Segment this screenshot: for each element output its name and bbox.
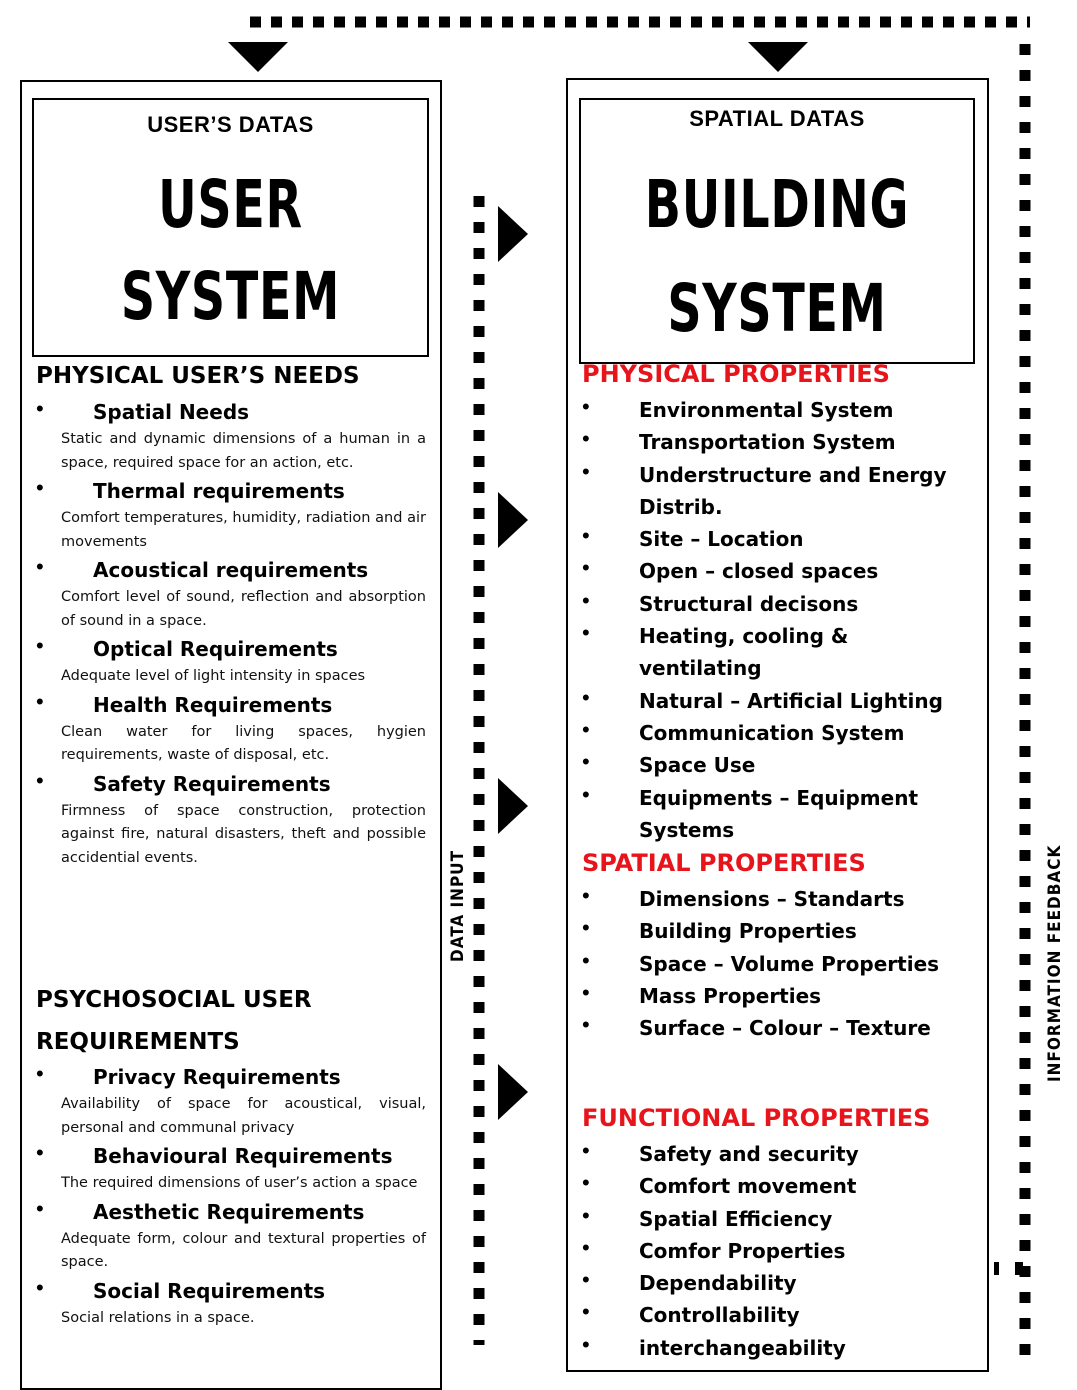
item-label: Building Properties — [639, 919, 857, 944]
item-label: Dependability — [639, 1271, 797, 1296]
bullet: • — [36, 475, 44, 500]
functional-properties-list — [582, 1138, 982, 1364]
bullet: • — [582, 1331, 590, 1357]
psychosocial-heading-line1: PSYCHOSOCIAL USER — [36, 987, 312, 1013]
arrow-right-4 — [498, 1064, 528, 1120]
bullet: • — [582, 915, 590, 941]
bullet: • — [582, 1299, 590, 1325]
item-title: Aesthetic Requirements — [93, 1199, 365, 1224]
list-item — [36, 1061, 428, 1140]
item-label: Space Use — [639, 753, 756, 778]
item-description: Availability of space for acoustical, visual, personal and communal privacy — [61, 1096, 426, 1136]
physical-user-needs-list — [36, 396, 428, 870]
item-description: Firmness of space construction, protection against fire, natural disasters, theft and possible accidential events. — [61, 802, 426, 866]
list-item — [582, 980, 982, 1012]
item-label: Comfort movement — [639, 1174, 857, 1199]
list-item — [582, 523, 982, 555]
bullet: • — [582, 555, 590, 581]
item-title: Thermal requirements — [93, 479, 345, 503]
bullet: • — [582, 426, 590, 452]
arrow-right-2 — [498, 492, 528, 548]
bullet: • — [582, 1012, 590, 1038]
item-label: Mass Properties — [639, 983, 822, 1008]
item-label: Site – Location — [639, 527, 804, 552]
item-title: Privacy Requirements — [93, 1065, 341, 1089]
bullet: • — [582, 1138, 590, 1163]
bullet: • — [36, 1061, 44, 1086]
bullet: • — [582, 716, 590, 742]
list-item — [582, 555, 982, 587]
bullet: • — [582, 979, 590, 1005]
list-item — [36, 396, 428, 475]
list-item — [36, 1196, 428, 1275]
building-system-title-line2: SYSTEM — [667, 270, 887, 347]
item-label: Understructure and Energy Distrib. — [639, 462, 947, 519]
bullet: • — [36, 1195, 44, 1221]
item-label: Equipments – Equipment Systems — [639, 785, 919, 842]
item-title: Behavioural Requirements — [93, 1144, 393, 1168]
item-label: Space – Volume Properties — [639, 951, 940, 976]
list-item — [582, 394, 982, 426]
list-item — [582, 1267, 982, 1299]
list-item — [582, 749, 982, 781]
item-label: Dimensions – Standarts — [639, 887, 905, 911]
psychosocial-list — [36, 1061, 428, 1330]
bullet: • — [582, 620, 590, 646]
feedback-marker — [1015, 1262, 1023, 1275]
list-item — [582, 459, 982, 524]
list-item — [582, 620, 982, 685]
item-label: Communication System — [639, 720, 905, 745]
list-item — [582, 1235, 982, 1267]
bullet: • — [582, 587, 590, 613]
bullet: • — [36, 396, 44, 421]
item-description: Clean water for living spaces, hygien requirements, waste of disposal, etc. — [61, 723, 426, 763]
information-feedback-label: INFORMATION FEEDBACK — [1045, 844, 1065, 1082]
item-label: Safety and security — [639, 1142, 859, 1166]
bullet: • — [582, 947, 590, 973]
list-item — [582, 1203, 982, 1235]
item-title: Health Requirements — [93, 692, 333, 717]
bullet: • — [36, 633, 44, 658]
physical-properties-heading: PHYSICAL PROPERTIES — [582, 360, 890, 388]
list-item — [36, 768, 428, 871]
list-item — [36, 475, 428, 554]
bullet: • — [582, 1170, 590, 1196]
user-system-title-box — [32, 98, 429, 357]
bullet: • — [582, 781, 590, 807]
bullet: • — [582, 1234, 590, 1260]
item-description: Adequate level of light intensity in spaces — [61, 668, 366, 684]
list-item — [582, 685, 982, 717]
user-datas-label: USER’S DATAS — [147, 112, 314, 137]
spatial-datas-label: SPATIAL DATAS — [689, 106, 865, 131]
bullet: • — [582, 883, 590, 908]
bullet: • — [36, 1274, 44, 1300]
arrow-right-1 — [498, 206, 528, 262]
list-item — [582, 1170, 982, 1202]
physical-user-needs-heading: PHYSICAL USER’S NEEDS — [36, 363, 360, 389]
item-label: Open – closed spaces — [639, 559, 879, 584]
spatial-properties-list — [582, 883, 982, 1044]
bullet: • — [582, 749, 590, 775]
bullet: • — [582, 523, 590, 549]
list-item — [582, 1332, 982, 1364]
item-label: interchangeability — [639, 1335, 846, 1360]
functional-properties-heading: FUNCTIONAL PROPERTIES — [582, 1104, 931, 1132]
list-item — [582, 717, 982, 749]
list-item — [582, 782, 982, 847]
list-item — [582, 426, 982, 458]
arrow-down-user — [228, 42, 288, 72]
list-item — [582, 1012, 982, 1044]
arrow-right-3 — [498, 778, 528, 834]
building-system-title-line1: BUILDING — [644, 166, 910, 243]
item-label: Spatial Efficiency — [639, 1206, 833, 1231]
item-title: Acoustical requirements — [93, 558, 369, 582]
bullet: • — [582, 458, 590, 484]
list-item — [582, 1299, 982, 1331]
bullet: • — [582, 684, 590, 710]
bullet: • — [36, 688, 44, 714]
bullet: • — [36, 1140, 44, 1165]
item-label: Surface – Colour – Texture — [639, 1016, 931, 1041]
arrow-down-building — [748, 42, 808, 72]
item-label: Comfor Properties — [639, 1238, 846, 1263]
item-title: Spatial Needs — [93, 400, 250, 424]
item-label: Structural decisons — [639, 591, 859, 616]
item-title: Safety Requirements — [93, 771, 331, 796]
building-system-title-box — [579, 98, 975, 364]
psychosocial-heading-line2: REQUIREMENTS — [36, 1029, 240, 1055]
list-item — [582, 588, 982, 620]
spatial-properties-heading: SPATIAL PROPERTIES — [582, 849, 866, 877]
list-item — [582, 883, 982, 915]
list-item — [582, 915, 982, 947]
data-input-label: DATA INPUT — [448, 849, 468, 962]
item-description: Social relations in a space. — [61, 1309, 255, 1326]
item-title: Social Requirements — [93, 1278, 326, 1303]
item-description: The required dimensions of user’s action a space — [61, 1175, 418, 1191]
item-description: Comfort temperatures, humidity, radiation and air movements — [61, 510, 426, 550]
user-system-title-line1: USER — [158, 166, 303, 243]
list-item — [36, 689, 428, 768]
list-item — [36, 1140, 428, 1196]
bullet: • — [36, 554, 44, 579]
physical-properties-list — [582, 394, 982, 846]
bullet: • — [582, 1267, 590, 1293]
list-item — [582, 948, 982, 980]
item-label: Transportation System — [639, 430, 896, 455]
bullet: • — [582, 394, 590, 419]
item-label: Natural – Artificial Lighting — [639, 688, 943, 713]
list-item — [582, 1138, 982, 1170]
list-item — [36, 1275, 428, 1331]
feedback-marker — [994, 1262, 999, 1275]
item-label: Environmental System — [639, 398, 894, 422]
list-item — [36, 554, 428, 633]
user-system-title-line2: SYSTEM — [120, 258, 341, 335]
bullet: • — [582, 1202, 590, 1228]
bullet: • — [36, 767, 44, 793]
item-description: Comfort level of sound, reflection and absorption of sound in a space. — [61, 589, 426, 629]
item-label: Controllability — [639, 1303, 800, 1328]
item-description: Static and dynamic dimensions of a human in a space, required space for an action, etc. — [61, 431, 426, 471]
list-item — [36, 633, 428, 689]
item-label: Heating, cooling & ventilating — [639, 624, 849, 681]
item-title: Optical Requirements — [93, 637, 338, 661]
item-description: Adequate form, colour and textural properties of space. — [61, 1230, 426, 1270]
